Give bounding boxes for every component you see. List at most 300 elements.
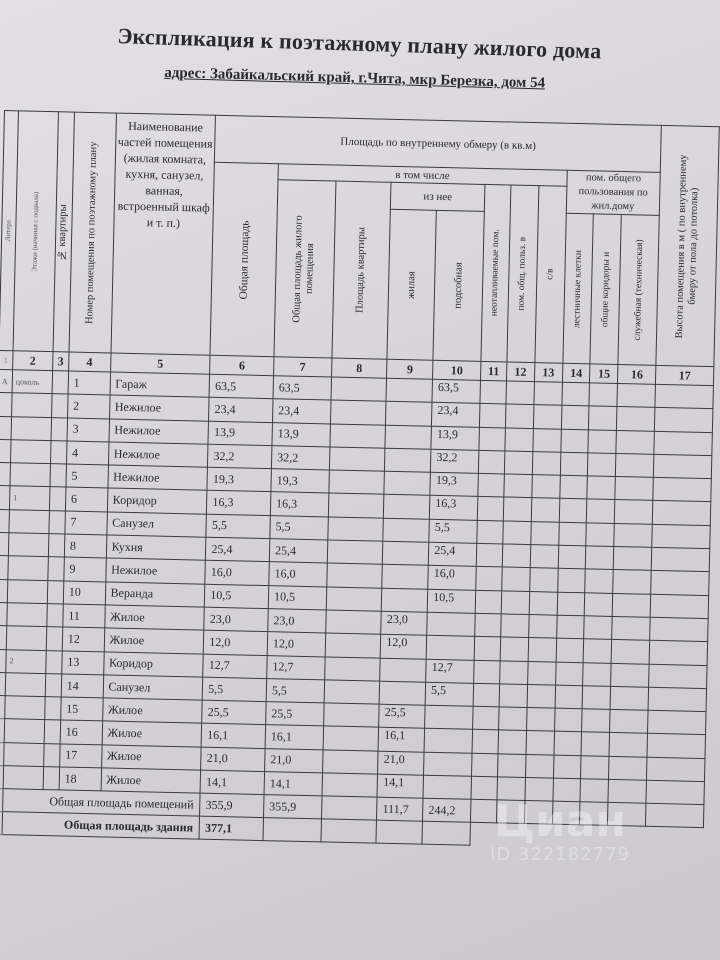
total-area-cell: 63,5 — [209, 374, 273, 399]
apartment-area-cell — [330, 424, 386, 449]
empty-cell — [650, 617, 708, 642]
column-number: 9 — [387, 359, 433, 379]
living-area-cell: 16,1 — [378, 728, 424, 752]
empty-cell — [503, 497, 531, 521]
empty-cell — [584, 616, 612, 640]
header-litera: Литера — [0, 111, 18, 351]
empty-cell — [610, 710, 648, 734]
litera-cell: А — [0, 369, 13, 393]
header-common-group: пом. общего пользования по жил.дому — [566, 170, 661, 215]
room-number-cell: 4 — [66, 441, 108, 465]
empty-cell — [616, 453, 654, 477]
total-area-cell: 16,3 — [207, 491, 271, 516]
explication-table — [0, 110, 720, 851]
auxiliary-area-cell — [426, 635, 474, 659]
empty-cell — [610, 686, 648, 710]
empty-cell — [612, 616, 650, 640]
empty-cell — [560, 429, 588, 453]
room-number-cell: 5 — [66, 464, 108, 488]
empty-cell — [476, 567, 502, 591]
empty-cell — [614, 523, 652, 547]
column-number: 11 — [481, 361, 507, 381]
empty-cell — [562, 382, 590, 406]
total-area-cell: 14,1 — [200, 770, 264, 795]
room-number-cell: 2 — [67, 394, 109, 418]
empty-cell — [528, 638, 556, 662]
empty-cell — [504, 474, 532, 498]
empty-cell — [503, 521, 531, 545]
living-area-cell: 21,0 — [378, 751, 424, 775]
column-number: 15 — [590, 364, 618, 384]
total-area-cell: 5,5 — [206, 514, 270, 539]
empty-cell — [556, 638, 584, 662]
empty-cell — [588, 429, 616, 453]
total-area-cell: 32,2 — [208, 444, 272, 469]
empty-cell — [497, 754, 525, 778]
room-number-cell: 6 — [65, 487, 107, 511]
empty-cell — [649, 641, 707, 666]
apartment-cell — [50, 464, 66, 488]
header-including: в том числе — [278, 164, 567, 187]
empty-cell — [474, 660, 500, 684]
document-title: Экспликация к поэтажному плану жилого дома — [117, 23, 602, 64]
living-area-cell — [386, 402, 432, 426]
empty-cell — [531, 521, 559, 545]
empty-cell — [587, 476, 615, 500]
apartment-cell — [49, 487, 65, 511]
empty-cell — [584, 639, 612, 663]
room-number-cell: 9 — [64, 557, 106, 581]
room-number-cell: 15 — [60, 697, 102, 721]
total-area-cell: 5,5 — [202, 677, 266, 702]
apartment-area-cell — [324, 680, 380, 705]
header-unheated: неотапливаемые пом. — [481, 184, 511, 362]
auxiliary-area-cell — [424, 729, 472, 753]
column-number: 2 — [13, 351, 53, 371]
empty-cell — [526, 708, 554, 732]
empty-cell — [504, 451, 532, 475]
room-name-cell: Коридор — [103, 651, 203, 677]
column-number: 14 — [562, 363, 590, 383]
living-premises-area-cell: 63,5 — [273, 376, 331, 401]
total-area-cell: 21,0 — [201, 747, 265, 772]
living-area-cell — [380, 658, 426, 682]
apartment-cell — [51, 417, 67, 441]
empty-cell — [502, 544, 530, 568]
room-name-cell: Нежилое — [108, 465, 208, 491]
living-area-cell — [379, 681, 425, 705]
empty-cell — [556, 615, 584, 639]
floor-cell — [5, 673, 45, 697]
apartment-area-cell — [330, 400, 386, 425]
empty-cell — [501, 591, 529, 615]
apartment-area-cell — [331, 377, 387, 402]
empty-cell — [581, 756, 609, 780]
floor-cell: цоколь — [12, 370, 52, 394]
living-premises-area-cell: 16,3 — [270, 492, 328, 517]
rooms-total-label: Общая площадь помещений — [3, 789, 201, 816]
floor-cell — [10, 463, 50, 487]
empty-cell — [525, 754, 553, 778]
header-apartment-area: Площадь квартиры — [332, 181, 392, 359]
header-staircases: лестничные клетки — [562, 213, 593, 364]
empty-cell — [527, 684, 555, 708]
room-name-cell: Кухня — [106, 535, 206, 561]
total-area-cell: 19,3 — [207, 467, 271, 492]
auxiliary-area-cell: 32,2 — [431, 449, 479, 473]
floor-cell — [7, 579, 47, 603]
room-number-cell: 10 — [63, 581, 105, 605]
empty-cell — [528, 615, 556, 639]
living-premises-area-cell: 23,4 — [272, 399, 330, 424]
living-premises-area-cell: 16,1 — [265, 725, 323, 750]
empty-cell — [473, 706, 499, 730]
floor-cell — [6, 626, 46, 650]
apartment-area-cell — [327, 540, 383, 565]
watermark — [420, 796, 700, 865]
empty-cell — [480, 380, 506, 404]
living-premises-area-cell: 12,7 — [267, 655, 325, 680]
apartment-area-cell — [324, 656, 380, 681]
building-total-label: Общая площадь здания — [2, 812, 200, 839]
room-name-cell: Жилое — [102, 698, 202, 724]
floor-cell — [5, 696, 45, 720]
empty-cell — [529, 568, 557, 592]
floor-cell — [8, 556, 48, 580]
empty-cell — [475, 590, 501, 614]
empty-cell — [585, 569, 613, 593]
empty-cell — [652, 524, 710, 549]
total-area-cell: 12,0 — [204, 630, 268, 655]
empty-cell — [617, 383, 655, 407]
empty-cell — [555, 685, 583, 709]
empty-cell — [477, 497, 503, 521]
room-name-cell: Нежилое — [105, 558, 205, 584]
floor-cell — [9, 510, 49, 534]
apartment-area-cell — [322, 750, 378, 775]
living-area-cell — [384, 495, 430, 519]
apartment-area-cell — [328, 517, 384, 542]
empty-cell — [559, 475, 587, 499]
apartment-cell — [43, 767, 59, 791]
apartment-area-cell — [322, 773, 378, 798]
room-number-cell: 16 — [60, 720, 102, 744]
apartment-cell — [50, 441, 66, 465]
floor-cell — [7, 603, 47, 627]
living-premises-area-cell: 14,1 — [264, 772, 322, 797]
empty-cell — [581, 732, 609, 756]
room-name-cell: Жилое — [101, 768, 201, 794]
total-area-cell: 13,9 — [208, 421, 272, 446]
empty-cell — [554, 732, 582, 756]
empty-cell — [500, 660, 528, 684]
rooms-total-area: 355,9 — [200, 793, 264, 817]
room-name-cell: Веранда — [105, 582, 205, 608]
room-name-cell: Жилое — [102, 721, 202, 747]
living-premises-area-cell: 12,0 — [267, 632, 325, 657]
living-area-cell: 14,1 — [377, 774, 423, 798]
room-name-cell: Нежилое — [109, 419, 209, 445]
apartment-cell — [48, 557, 64, 581]
empty-cell — [501, 614, 529, 638]
litera-cell — [0, 463, 10, 487]
empty-cell — [617, 407, 655, 431]
empty-cell — [530, 545, 558, 569]
empty-cell — [498, 707, 526, 731]
empty-cell — [559, 499, 587, 523]
empty-cell — [651, 547, 709, 572]
apartment-cell — [45, 673, 61, 697]
empty-cell — [479, 404, 505, 428]
apartment-cell — [47, 580, 63, 604]
apartment-area-cell — [326, 587, 382, 612]
room-name-cell: Гараж — [110, 372, 210, 398]
total-area-cell: 16,1 — [201, 724, 265, 749]
empty-cell — [526, 731, 554, 755]
empty-cell — [533, 405, 561, 429]
column-number: 6 — [210, 355, 274, 375]
apartment-area-cell — [329, 447, 385, 472]
empty-cell — [478, 450, 504, 474]
auxiliary-area-cell — [425, 705, 473, 729]
empty-cell — [611, 640, 649, 664]
empty-cell — [561, 406, 589, 430]
floor-cell: 1 — [9, 486, 49, 510]
empty-cell — [527, 661, 555, 685]
empty-cell — [586, 546, 614, 570]
floor-cell: 2 — [6, 649, 46, 673]
watermark-brand: Циан — [494, 796, 626, 847]
empty-cell — [588, 453, 616, 477]
living-area-cell — [384, 471, 430, 495]
living-premises-area-cell: 23,0 — [268, 609, 326, 634]
floor-cell — [4, 719, 44, 743]
room-number-cell: 14 — [61, 674, 103, 698]
column-number: 4 — [68, 352, 110, 372]
auxiliary-area-cell: 19,3 — [430, 472, 478, 496]
empty-cell — [557, 569, 585, 593]
column-number: 13 — [534, 363, 562, 383]
empty-cell — [472, 753, 498, 777]
room-name-cell: Нежилое — [109, 395, 209, 421]
living-area-cell — [383, 518, 429, 542]
empty-cell — [505, 404, 533, 428]
living-area-cell — [383, 541, 429, 565]
apartment-area-cell — [323, 726, 379, 751]
room-number-cell: 17 — [59, 744, 101, 768]
floor-cell — [12, 393, 52, 417]
litera-cell — [0, 439, 11, 463]
empty-cell — [648, 687, 706, 712]
living-area-cell: 25,5 — [379, 704, 425, 728]
empty-cell — [654, 454, 712, 479]
empty-cell — [652, 501, 710, 526]
room-number-cell: 1 — [68, 371, 110, 395]
building-total-area: 377,1 — [199, 816, 263, 840]
living-premises-area-cell: 13,9 — [272, 422, 330, 447]
apartment-cell — [46, 650, 62, 674]
empty-cell — [531, 498, 559, 522]
empty-cell — [473, 683, 499, 707]
empty-cell — [613, 570, 651, 594]
apartment-area-cell — [323, 703, 379, 728]
empty-cell — [613, 593, 651, 617]
column-number: 1 — [0, 350, 13, 369]
floor-cell — [10, 440, 50, 464]
empty-cell — [475, 613, 501, 637]
empty-cell — [477, 520, 503, 544]
rooms-total-living-premises: 355,9 — [264, 795, 322, 819]
empty-cell — [479, 427, 505, 451]
header-auxiliary: подсобная — [433, 210, 484, 361]
apartment-cell — [44, 720, 60, 744]
column-number: 3 — [52, 352, 68, 371]
empty-cell — [585, 592, 613, 616]
header-living-premises-area: Общая площадь жилого помещения — [274, 180, 336, 358]
litera-cell — [0, 486, 10, 510]
header-common-corridors: общие коридоры и — [590, 214, 621, 365]
living-premises-area-cell: 16,0 — [269, 562, 327, 587]
empty-cell — [533, 428, 561, 452]
living-premises-area-cell: 21,0 — [265, 748, 323, 773]
floor-cell — [3, 766, 43, 790]
living-premises-area-cell: 19,3 — [271, 469, 329, 494]
apartment-area-cell — [327, 563, 383, 588]
header-room-name: Наименование частей помещения (жилая комната, кухня, санузел, ванная, встроенный шкаф и т. п.) — [111, 113, 216, 355]
empty-cell — [583, 662, 611, 686]
living-area-cell — [385, 448, 431, 472]
empty-cell — [650, 594, 708, 619]
living-area-cell — [382, 565, 428, 589]
room-number-cell: 8 — [64, 534, 106, 558]
empty-cell — [553, 755, 581, 779]
column-number: 10 — [433, 360, 481, 380]
auxiliary-area-cell: 5,5 — [429, 519, 477, 543]
auxiliary-area-cell: 5,5 — [425, 682, 473, 706]
empty-cell — [560, 452, 588, 476]
apartment-cell — [48, 534, 64, 558]
auxiliary-area-cell: 12,7 — [426, 659, 474, 683]
floor-cell — [8, 533, 48, 557]
total-area-cell: 10,5 — [205, 584, 269, 609]
empty-cell — [499, 684, 527, 708]
apartment-area-cell — [328, 493, 384, 518]
header-bathroom: с/в — [535, 186, 567, 364]
room-name-cell: Коридор — [107, 488, 207, 514]
empty-cell — [615, 500, 653, 524]
empty-cell — [647, 757, 705, 782]
room-number-cell: 18 — [59, 767, 101, 791]
empty-cell — [500, 637, 528, 661]
apartment-cell — [51, 394, 67, 418]
column-number: 17 — [656, 365, 714, 385]
watermark-id: ID 322182779 — [490, 844, 630, 865]
total-area-cell: 23,4 — [209, 398, 273, 423]
auxiliary-area-cell — [427, 612, 475, 636]
room-number-cell: 3 — [67, 418, 109, 442]
empty-cell — [609, 756, 647, 780]
header-room-number: Номер помещения по поэтажному плану — [69, 112, 116, 353]
apartment-cell — [49, 510, 65, 534]
auxiliary-area-cell — [423, 775, 471, 799]
empty-cell — [647, 734, 705, 759]
empty-cell — [554, 708, 582, 732]
living-area-cell — [385, 425, 431, 449]
living-area-cell — [382, 588, 428, 612]
apartment-cell — [46, 627, 62, 651]
room-number-cell: 12 — [62, 627, 104, 651]
auxiliary-area-cell: 16,3 — [430, 496, 478, 520]
empty-cell — [582, 709, 610, 733]
empty-cell — [557, 592, 585, 616]
auxiliary-area-cell: 10,5 — [427, 589, 475, 613]
empty-cell — [472, 730, 498, 754]
apartment-cell — [52, 371, 68, 395]
living-area-cell — [386, 378, 432, 402]
empty-cell — [532, 475, 560, 499]
empty-cell — [615, 477, 653, 501]
empty-cell — [648, 710, 706, 735]
empty-cell — [587, 499, 615, 523]
auxiliary-area-cell: 63,5 — [432, 379, 480, 403]
empty-cell — [478, 474, 504, 498]
living-area-cell: 12,0 — [380, 634, 426, 658]
explication-table-wrapper — [0, 110, 720, 851]
auxiliary-area-cell — [424, 752, 472, 776]
empty-cell — [655, 384, 713, 409]
room-number-cell: 7 — [65, 511, 107, 535]
empty-cell — [558, 545, 586, 569]
empty-cell — [498, 730, 526, 754]
empty-cell — [609, 733, 647, 757]
room-name-cell: Жилое — [104, 628, 204, 654]
auxiliary-area-cell: 13,9 — [431, 426, 479, 450]
column-number: 12 — [506, 362, 534, 382]
living-premises-area-cell: 32,2 — [271, 446, 329, 471]
empty-cell — [555, 662, 583, 686]
living-area-cell: 23,0 — [381, 611, 427, 635]
empty-cell — [534, 382, 562, 406]
empty-cell — [611, 663, 649, 687]
empty-cell — [529, 591, 557, 615]
total-area-cell: 25,4 — [206, 537, 270, 562]
living-premises-area-cell: 10,5 — [268, 585, 326, 610]
empty-cell — [506, 381, 534, 405]
empty-cell — [502, 567, 530, 591]
living-premises-area-cell: 25,4 — [269, 539, 327, 564]
empty-cell — [616, 430, 654, 454]
room-name-cell: Жилое — [101, 745, 201, 771]
floor-cell — [4, 742, 44, 766]
empty-cell — [653, 478, 711, 503]
empty-cell — [505, 428, 533, 452]
empty-cell — [649, 664, 707, 689]
empty-cell — [583, 686, 611, 710]
living-premises-area-cell: 5,5 — [266, 678, 324, 703]
header-common-use: пом. общ. польз. в — [507, 185, 539, 363]
living-premises-area-cell: 25,5 — [266, 702, 324, 727]
apartment-cell — [47, 604, 63, 628]
apartment-area-cell — [325, 610, 381, 635]
litera-cell — [0, 416, 12, 440]
rooms-total-living: 111,7 — [377, 797, 423, 821]
total-area-cell: 23,0 — [204, 607, 268, 632]
apartment-area-cell — [329, 470, 385, 495]
auxiliary-area-cell: 23,4 — [432, 403, 480, 427]
total-area-cell: 12,7 — [203, 654, 267, 679]
living-premises-area-cell: 5,5 — [270, 515, 328, 540]
litera-cell — [0, 393, 12, 417]
